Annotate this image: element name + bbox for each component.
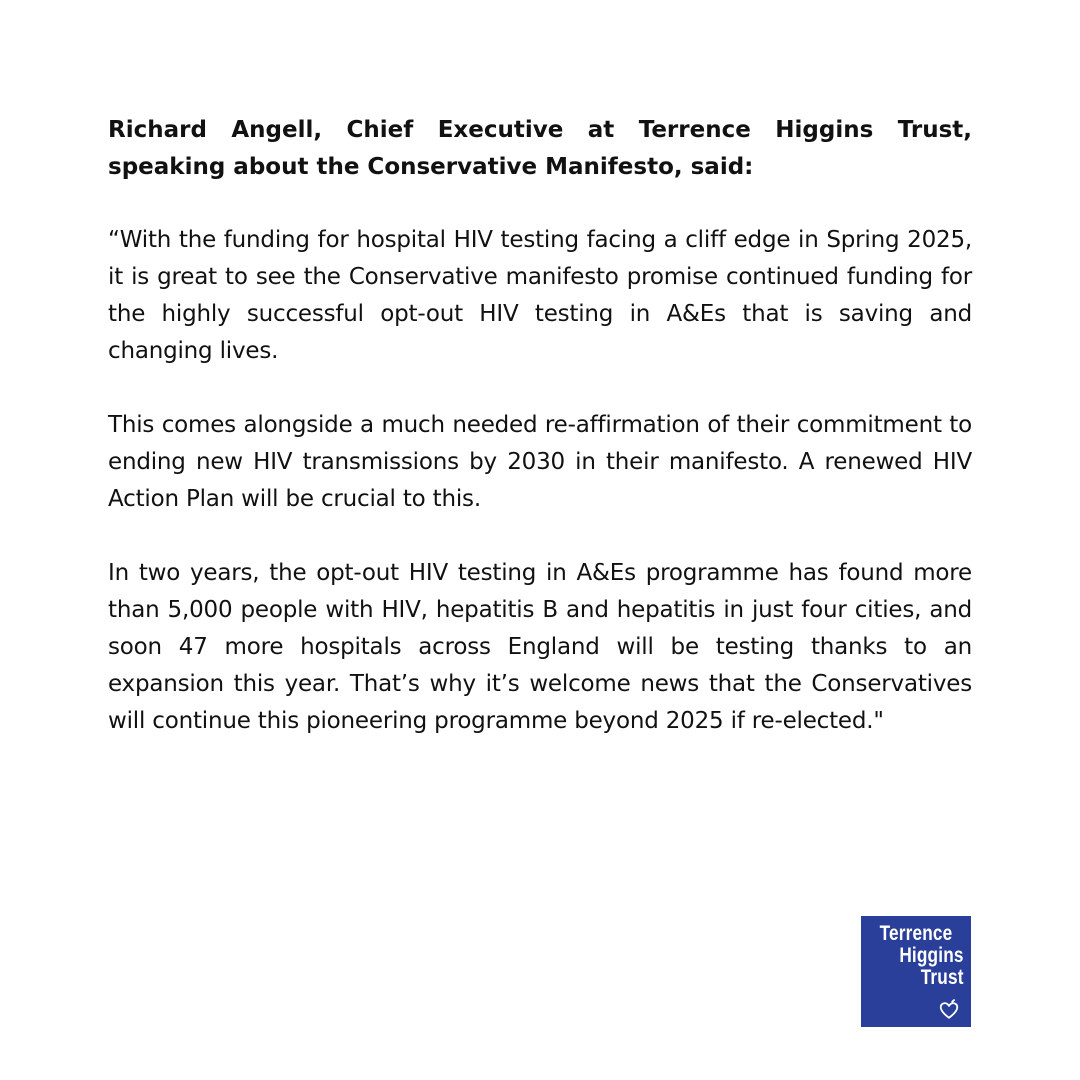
quote-paragraph-1: “With the funding for hospital HIV testing facing a cliff edge in Spring 2025, it is great to see the Conservative manifesto promise continued funding for the highly successful opt-out HIV testing in A&Es that is saving and changing lives. [108, 227, 972, 364]
terrence-higgins-trust-logo [861, 916, 971, 1027]
logo-text-trust: Trust [920, 966, 964, 989]
logo-text-higgins: Higgins [899, 944, 964, 967]
statement-body [108, 112, 972, 777]
heart-icon [938, 999, 960, 1021]
statement-heading: Richard Angell, Chief Executive at Terrence Higgins Trust, speaking about the Conservative Manifesto, said: [108, 117, 972, 180]
logo-text-terrence: Terrence [879, 922, 953, 945]
quote-paragraph-2: This comes alongside a much needed re-affirmation of their commitment to ending new HIV transmissions by 2030 in their manifesto. A renewed HIV Action Plan will be crucial to this. [108, 412, 972, 512]
quote-paragraph-3: In two years, the opt-out HIV testing in A&Es programme has found more than 5,000 people with HIV, hepatitis B and hepatitis in just four cities, and soon 47 more hospitals across England will be testing thanks to an expansion this year. That’s why it’s welcome news that the Conservatives will continue this pioneering programme beyond 2025 if re-elected." [108, 560, 972, 734]
